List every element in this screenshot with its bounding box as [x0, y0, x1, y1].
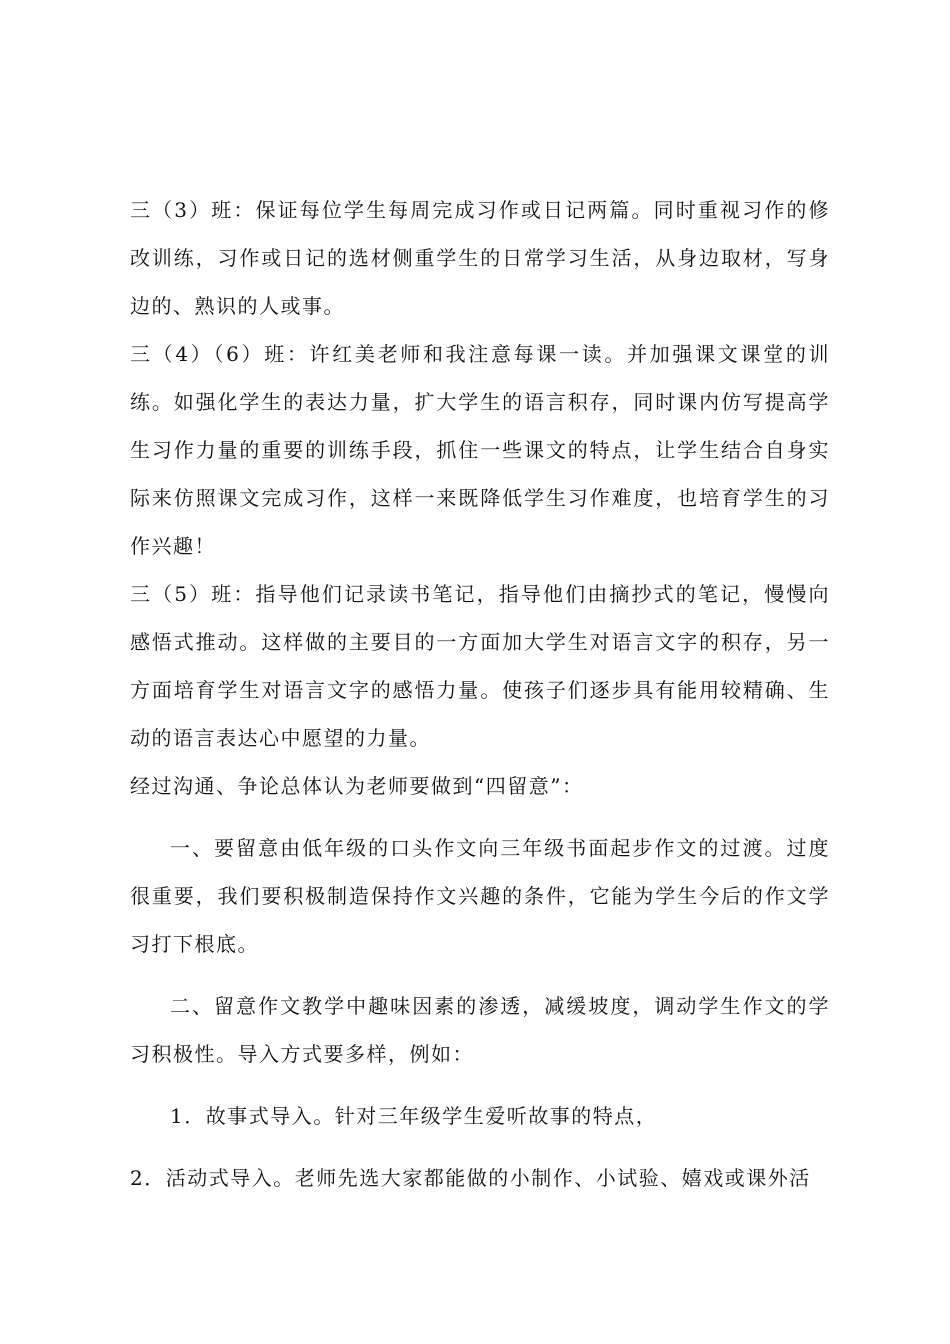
paragraph-class-3-4-6: 三（4）（6）班：许红美老师和我注意每课一读。并加强课文课堂的训练。如强化学生的表达力量，扩大学生的语言积存，同时课内仿写提高学生习作力量的重要的训练手段，抓住一些课文的特点，让学生结合自身实际来仿照课文完成习作，这样一来既降低学生习作难度，也培育学生的习作兴趣！ — [130, 342, 830, 558]
paragraph-point-one: 一、要留意由低年级的口头作文向三年级书面起步作文的过渡。过度很重要，我们要积极制造保持作文兴趣的条件，它能为学生今后的作文学习打下根底。 — [130, 836, 830, 956]
paragraph-point-two: 二、留意作文教学中趣味因素的渗透，减缓坡度，调动学生作文的学习积极性。导入方式要多样，例如： — [130, 994, 830, 1066]
document-body — [130, 186, 830, 1202]
paragraph-four-attentions-intro: 经过沟通、争论总体认为老师要做到“四留意”： — [130, 774, 584, 798]
list-item-story-intro: 1．故事式导入。针对三年级学生爱听故事的特点， — [170, 1104, 658, 1128]
paragraph-class-3-3: 三（3）班：保证每位学生每周完成习作或日记两篇。同时重视习作的修改训练，习作或日记的选材侧重学生的日常学习生活，从身边取材，写身边的、熟识的人或事。 — [130, 198, 830, 318]
list-item-activity-intro: 2．活动式导入。老师先选大家都能做的小制作、小试验、嬉戏或课外活 — [130, 1166, 811, 1190]
paragraph-class-3-5: 三（5）班：指导他们记录读书笔记，指导他们由摘抄式的笔记，慢慢向感悟式推动。这样做的主要目的一方面加大学生对语言文字的积存，另一方面培育学生对语言文字的感悟力量。使孩子们逐步具有能用较精确、生动的语言表达心中愿望的力量。 — [130, 582, 830, 750]
